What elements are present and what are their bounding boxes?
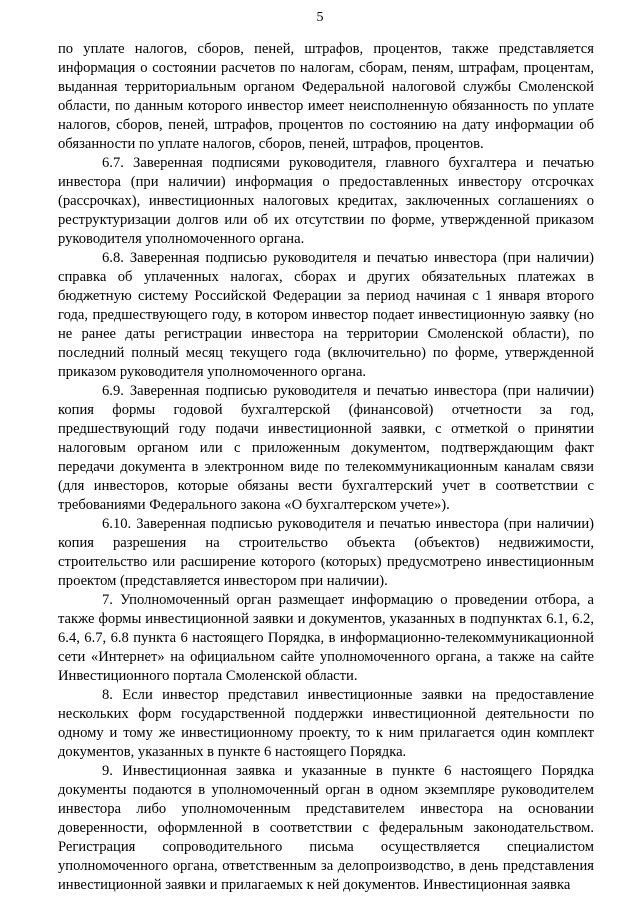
paragraph-6-10: 6.10. Заверенная подписью руководителя и печатью инвестора (при наличии) копия разрешения на строительство объекта (объектов) недвижимости, строительство или расширение которого (которых) предусмотрено инвестиционным проектом (представляется инвестором при наличии). xyxy=(58,516,594,589)
paragraph-6-9: 6.9. Заверенная подписью руководителя и печатью инвестора (при наличии) копия формы годовой бухгалтерской (финансовой) отчетности за год, предшествующий году подачи инвестиционной заявки, с отметкой о принятии налоговым органом или с приложенным документом, подтверждающим факт передачи документа в электронном виде по телекоммуникационным каналам связи (для инвесторов, которые обязаны вести бухгалтерский учет в соответствии с требованиями Федерального закона «О бухгалтерском учете»). xyxy=(58,383,594,513)
paragraph-7: 7. Уполномоченный орган размещает информацию о проведении отбора, а также формы инвестиционной заявки и документов, указанных в подпунктах 6.1, 6.2, 6.4, 6.7, 6.8 пункта 6 настоящего Порядка, в информационно-телекоммуникационной сети «Интернет» на официальном сайте уполномоченного органа, а также на сайте Инвестиционного портала Смоленской области. xyxy=(58,592,594,684)
paragraph-9: 9. Инвестиционная заявка и указанные в пункте 6 настоящего Порядка документы подаются в уполномоченный орган в одном экземпляре руководителем инвестора либо уполномоченным представителем инвестора на основании доверенности, оформленной в соответствии с федеральным законодательством. Регистрация сопроводительного письма осуществляется специалистом уполномоченного органа, ответственным за делопроизводство, в день представления инвестиционной заявки и прилагаемых к ней документов. Инвестиционная заявка xyxy=(58,763,594,893)
paragraph-8: 8. Если инвестор представил инвестиционные заявки на предоставление нескольких форм государственной поддержки инвестиционной деятельности по одному и тому же инвестиционному проекту, то к ним прилагается один комплект документов, указанных в пункте 6 настоящего Порядка. xyxy=(58,687,594,760)
page-number: 5 xyxy=(316,10,324,25)
paragraph-6-7: 6.7. Заверенная подписями руководителя, главного бухгалтера и печатью инвестора (при наличии) информация о предоставленных инвестору отсрочках (рассрочках), инвестиционных налоговых кредитах, заключенных соглашениях о реструктуризации долгов или об их отсутствии по форме, утвержденной приказом руководителя уполномоченного органа. xyxy=(58,155,594,247)
paragraph-continuation: по уплате налогов, сборов, пеней, штрафов, процентов, также представляется информация о состоянии расчетов по налогам, сборам, пеням, штрафам, процентам, выданная территориальным органом Федеральной налоговой службы Смоленской области, по данным которого инвестор имеет неисполненную обязанность по уплате налогов, сборов, пеней, штрафов, процентов по состоянию на дату информации об обязанности по уплате налогов, сборов, пеней, штрафов, процентов. xyxy=(58,41,594,152)
paragraph-6-8: 6.8. Заверенная подписью руководителя и печатью инвестора (при наличии) справка об уплаченных налогах, сборах и других обязательных платежах в бюджетную систему Российской Федерации за период начиная с 1 января второго года, предшествующего году, в котором инвестор подает инвестиционную заявку (но не ранее даты регистрации инвестора на территории Смоленской области), по последний полный месяц текущего года (включительно) по форме, утвержденной приказом руководителя уполномоченного органа. xyxy=(58,250,594,380)
document-body xyxy=(58,40,594,895)
